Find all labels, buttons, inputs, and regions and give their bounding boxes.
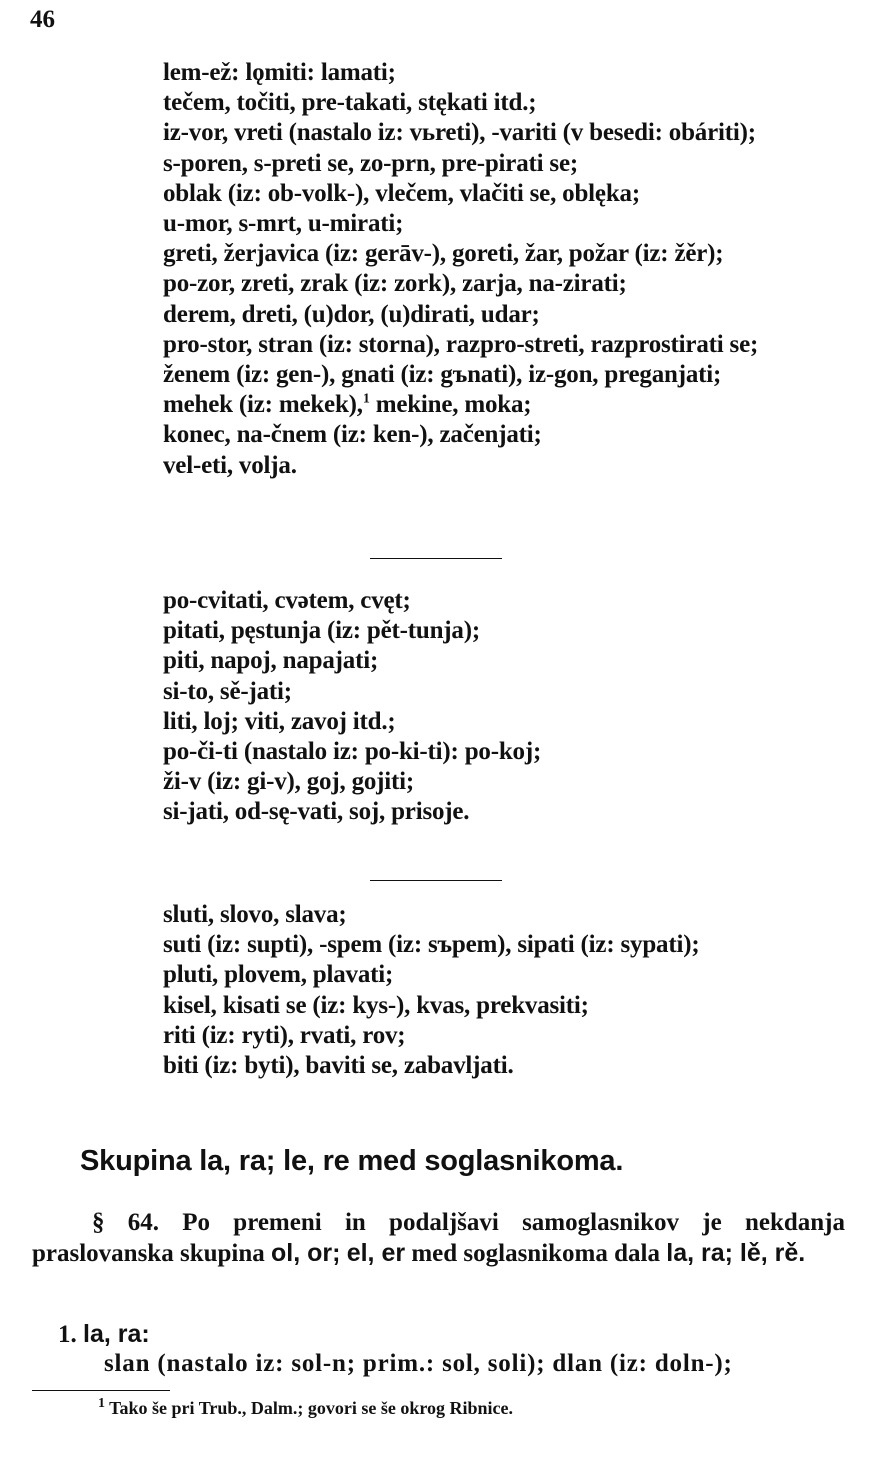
text-line: s-poren, s-preti se, zo-prn, pre-pirati se; [163, 149, 578, 177]
text-line-with-footnote [163, 390, 850, 420]
footnote-divider [32, 1390, 170, 1391]
text-line: u-mor, s-mrt, u-mirati; [163, 210, 404, 238]
emphasis-ol-or: ol, or; [271, 1239, 341, 1267]
text-line: pitati, pęstunja (iz: pět-tunja); [163, 617, 480, 645]
footnote-text: Tako še pri Trub., Dalm.; govori se še okrog Ribnice. [105, 1398, 514, 1418]
text-line: greti, žerjavica (iz: gerāv-), goreti, žar, požar (iz: žěr); [163, 240, 724, 268]
footnote [98, 1398, 513, 1419]
text-line: derem, dreti, (u)dor, (u)dirati, udar; [163, 300, 540, 328]
text-line: oblak (iz: ob-volk-), vlečem, vlačiti se, oblęka; [163, 179, 640, 207]
text-line: konec, na-čnem (iz: ken-), začenjati; [163, 421, 542, 449]
etymology-block-3 [163, 900, 850, 1081]
text-line: ži-v (iz: gi-v), goj, gojiti; [163, 768, 415, 796]
text-line: tečem, točiti, pre-takati, stękati itd.; [163, 89, 537, 117]
subsection-example-line: slan (nastalo iz: sol-n; prim.: sol, soli); dlan (iz: doln-); [104, 1350, 733, 1377]
etymology-block-2 [163, 586, 850, 828]
text-line: suti (iz: supti), -spem (iz: sъpem), sipati (iz: sypati); [163, 931, 700, 959]
text-segment: mehek (iz: mekek), [163, 391, 363, 419]
text-line: pro-stor, stran (iz: storna), razpro-streti, razprostirati se; [163, 330, 759, 358]
text-line: liti, loj; viti, zavoj itd.; [163, 707, 396, 735]
footnote-marker: 1 [362, 391, 370, 407]
text-line: ženem (iz: gen-), gnati (iz: gъnati), iz-gon, preganjati; [163, 361, 722, 389]
text-line: iz-vor, vreti (nastalo iz: vьreti), -variti (v besedi: obáriti); [163, 119, 756, 147]
emphasis-la-ra: la, ra; lě, rě. [666, 1239, 806, 1267]
text-line: biti (iz: byti), baviti se, zabavljati. [163, 1052, 514, 1080]
section-divider [370, 880, 502, 881]
subsection-heading [58, 1320, 150, 1349]
section-heading: Skupina la, ra; le, re med soglasnikoma. [80, 1145, 624, 1177]
text-segment: mekine, moka; [369, 391, 532, 419]
text-line: lem-ež: lǫmiti: lamati; [163, 59, 396, 86]
paragraph-text: Po premeni in podaljšavi samoglasnikov je nekdanja praslovanska skupina [32, 1209, 846, 1267]
text-line: si-to, sě-jati; [163, 677, 292, 705]
page-number: 46 [30, 6, 55, 33]
text-line: vel-eti, volja. [163, 451, 297, 479]
subsection-title: la, ra: [83, 1320, 150, 1348]
subsection-number: 1. [58, 1321, 77, 1348]
text-line: kisel, kisati se (iz: kys-), kvas, prekvasiti; [163, 991, 589, 1019]
text-line: po-či-ti (nastalo iz: po-ki-ti): po-koj; [163, 738, 542, 766]
footnote-number: 1 [98, 1396, 105, 1411]
text-line: pluti, plovem, plavati; [163, 961, 394, 989]
etymology-block-1 [163, 58, 850, 481]
text-line: piti, napoj, napajati; [163, 647, 379, 675]
emphasis-el-er: el, er [346, 1239, 406, 1267]
text-line: si-jati, od-sę-vati, soj, prisoje. [163, 798, 470, 826]
paragraph-text: med soglasnikoma dala [405, 1240, 667, 1267]
section-number: § 64. [92, 1209, 160, 1236]
text-line: po-zor, zreti, zrak (iz: zork), zarja, na-zirati; [163, 270, 627, 298]
text-line: po-cvitati, cvətem, cvęt; [163, 587, 411, 614]
section-divider [370, 558, 502, 559]
text-line: riti (iz: ryti), rvati, rov; [163, 1021, 406, 1049]
text-line: sluti, slovo, slava; [163, 901, 347, 928]
section-paragraph [32, 1207, 845, 1269]
